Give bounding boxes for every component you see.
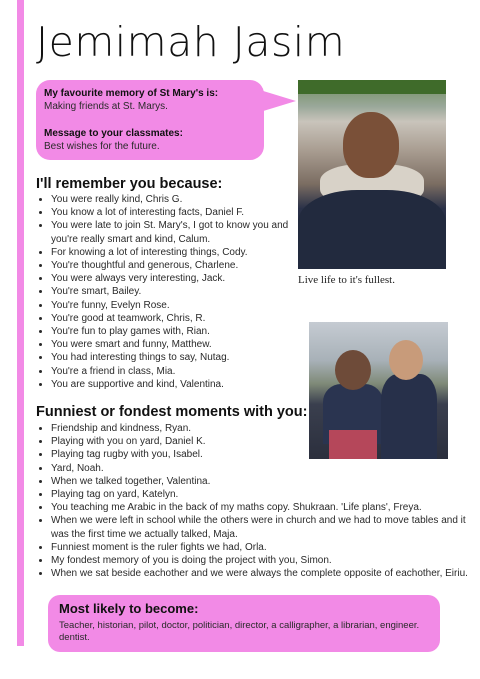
portrait-photo — [298, 80, 446, 269]
photo-caption: Live life to it's fullest. — [298, 274, 395, 286]
list-item: • You were always very interesting, Jack. — [51, 272, 301, 285]
funny-list — [36, 422, 476, 580]
list-item: • You're funny, Evelyn Rose. — [51, 299, 301, 312]
list-item: • Friendship and kindness, Ryan. — [51, 422, 476, 435]
list-item: • For knowing a lot of interesting things, Cody. — [51, 246, 301, 259]
list-item: • You're thoughtful and generous, Charlene. — [51, 259, 301, 272]
funny-heading: Funniest or fondest moments with you: — [36, 404, 308, 420]
remember-list — [36, 193, 301, 391]
list-item: • Yard, Noah. — [51, 462, 476, 475]
student-name: Jemimah Jasim — [36, 18, 346, 66]
list-item: • You're fun to play games with, Rian. — [51, 325, 301, 338]
list-item: • You're a friend in class, Mia. — [51, 365, 301, 378]
list-item: • You were smart and funny, Matthew. — [51, 338, 301, 351]
list-item: • Funniest moment is the ruler fights we had, Orla. — [51, 541, 476, 554]
list-item: • You were late to join St. Mary's, I got to know you and you're really smart and kind, Calum. — [51, 219, 301, 245]
message-answer: Best wishes for the future. — [44, 141, 160, 152]
remember-heading: I'll remember you because: — [36, 176, 223, 192]
memory-question: My favourite memory of St Mary's is: — [44, 88, 219, 99]
become-heading: Most likely to become: — [59, 601, 199, 616]
speech-bubble-tail — [260, 90, 296, 112]
list-item: • When we talked together, Valentina. — [51, 475, 476, 488]
list-item: • Playing tag on yard, Katelyn. — [51, 488, 476, 501]
list-item: • Playing tag rugby with you, Isabel. — [51, 448, 476, 461]
list-item: • You are supportive and kind, Valentina. — [51, 378, 301, 391]
list-item: • You were really kind, Chris G. — [51, 193, 301, 206]
list-item: • Playing with you on yard, Daniel K. — [51, 435, 476, 448]
list-item: • My fondest memory of you is doing the project with you, Simon. — [51, 554, 476, 567]
list-item: • You know a lot of interesting facts, Daniel F. — [51, 206, 301, 219]
list-item: • You're good at teamwork, Chris, R. — [51, 312, 301, 325]
list-item: • You had interesting things to say, Nutag. — [51, 351, 301, 364]
side-accent-bar — [17, 0, 24, 646]
list-item: • When we sat beside eachother and we were always the complete opposite of eachother, Eiriu. — [51, 567, 476, 580]
memory-answer: Making friends at St. Marys. — [44, 101, 168, 112]
list-item: • You're smart, Bailey. — [51, 285, 301, 298]
list-item: • You teaching me Arabic in the back of my maths copy. Shukraan. 'Life plans', Freya. — [51, 501, 476, 514]
list-item: • When we were left in school while the others were in church and we had to move tables and it was the first time we actually talked, Maja. — [51, 514, 476, 540]
become-text: Teacher, historian, pilot, doctor, politician, director, a calligrapher, a librarian, engineer. dentist. — [59, 620, 420, 643]
message-question: Message to your classmates: — [44, 128, 183, 139]
memory-speech-bubble — [36, 80, 264, 160]
most-likely-box — [48, 595, 440, 652]
